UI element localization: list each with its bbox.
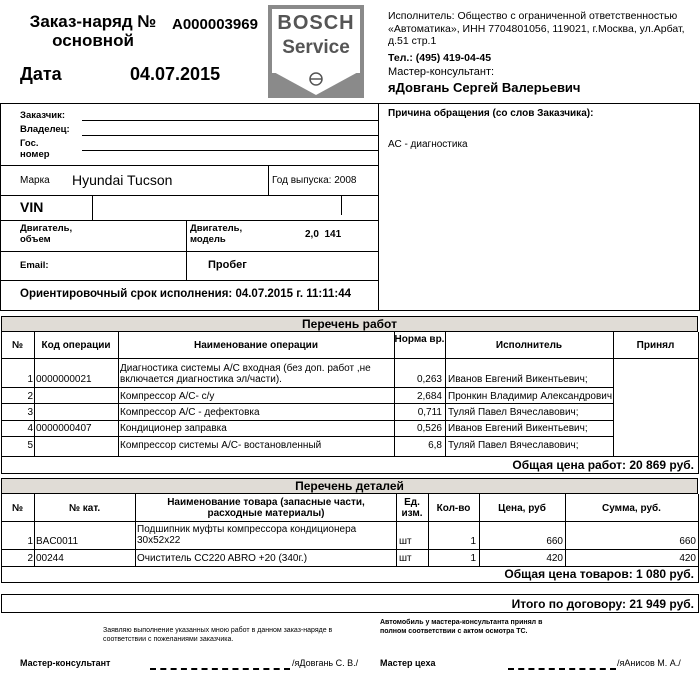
- parts-col-unit: Ед. изм.: [401, 497, 423, 519]
- works-row-name: Компрессор системы А/С- востановленный: [120, 440, 322, 451]
- engine-model-label: Двигатель, модель: [190, 223, 243, 245]
- owner-label: Владелец:: [20, 124, 70, 135]
- divider: [698, 332, 699, 474]
- parts-col-sum: Сумма, руб.: [602, 503, 661, 514]
- divider: [82, 150, 378, 151]
- master-name: яДовгань Сергей Валерьевич: [388, 80, 581, 95]
- grand-total: Итого по договору: 21 949 руб.: [511, 597, 694, 611]
- parts-col-name: Наименование товара (запасные части, расходные материалы): [167, 497, 365, 519]
- divider: [0, 103, 1, 310]
- divider: [1, 436, 613, 437]
- mileage-label: Пробег: [208, 259, 247, 271]
- works-total: Общая цена работ: 20 869 руб.: [512, 458, 694, 472]
- divider: [186, 220, 187, 280]
- parts-table-title: Перечень деталей: [1, 478, 698, 494]
- works-row-num: 2: [27, 391, 33, 402]
- parts-row-cat: BAC0011: [36, 536, 79, 547]
- divider: [378, 103, 379, 310]
- divider: [135, 494, 136, 566]
- workshop-sign-label: Мастер цеха: [380, 658, 436, 668]
- divider: [1, 420, 613, 421]
- master-sign-label: Мастер-консультант: [20, 658, 111, 668]
- workshop-sign-line: [508, 668, 616, 670]
- parts-row-name: Очиститель CC220 ABRO +20 (340г.): [137, 553, 308, 564]
- works-row-name: Компрессор А/С - дефектовка: [120, 407, 260, 418]
- works-row-worker: Иванов Евгений Викентьевич;: [448, 423, 588, 434]
- works-row-norm: 0,526: [416, 423, 442, 434]
- logo-line1: BOSCH: [277, 12, 355, 34]
- email-label: Email:: [20, 260, 49, 271]
- grand-total-box: [1, 594, 699, 613]
- logo-shield-icon: [272, 71, 360, 95]
- make-value: Hyundai Tucson: [72, 172, 173, 188]
- parts-col-qty: Кол-во: [436, 503, 471, 514]
- divider: [1, 582, 699, 583]
- works-col-worker: Исполнитель: [495, 340, 563, 351]
- divider: [82, 135, 378, 136]
- bosch-service-logo: [268, 5, 364, 98]
- parts-total: Общая цена товаров: 1 080 руб.: [504, 567, 694, 581]
- divider: [0, 310, 700, 311]
- parts-col-cat: № кат.: [68, 503, 101, 514]
- parts-col-price: Цена, руб: [498, 503, 546, 514]
- executor-phone: Тел.: (495) 419-04-45: [388, 52, 492, 64]
- works-col-code: Код операции: [41, 340, 111, 351]
- executor-info: Исполнитель: Общество с ограниченной ответственностью «Автоматика», ИНН 7704801056, 119021, г.Москва, ул.Арбат, д.51 стр.1: [388, 10, 685, 47]
- parts-row-qty: 1: [470, 536, 476, 547]
- reason-value: АС - диагностика: [388, 139, 468, 150]
- year-label: Год выпуска: 2008: [272, 175, 357, 186]
- engine-model-value: 2,0 141: [305, 229, 342, 240]
- divider: [0, 103, 700, 104]
- divider: [1, 387, 613, 388]
- divider: [1, 473, 699, 474]
- vin-label: VIN: [20, 199, 44, 215]
- parts-row-qty: 1: [470, 553, 476, 564]
- works-row-num: 4: [27, 423, 33, 434]
- divider: [1, 358, 699, 359]
- parts-row-unit: шт: [399, 553, 412, 564]
- works-table-title: Перечень работ: [1, 316, 698, 332]
- works-col-num: №: [11, 340, 24, 351]
- works-row-worker: Туляй Павел Вячеславович;: [448, 407, 579, 418]
- document-title: Заказ-наряд № основной: [29, 12, 157, 50]
- engine-volume-label: Двигатель, объем: [20, 223, 73, 245]
- parts-row-num: 2: [27, 553, 33, 564]
- works-row-worker: Пронкин Владимир Александрович: [448, 391, 612, 402]
- plate-label: Гос. номер: [20, 138, 50, 160]
- parts-row-sum: 420: [679, 553, 696, 564]
- master-label: Мастер-консультант:: [388, 66, 495, 78]
- divider: [0, 220, 379, 221]
- parts-row-cat: 00244: [36, 553, 64, 564]
- master-sign-name: /яДовгань С. В./: [292, 658, 359, 668]
- master-sign-line: [150, 668, 290, 670]
- logo-line2: Service: [282, 37, 350, 58]
- works-row-worker: Туляй Павел Вячеславович;: [448, 440, 579, 451]
- divider: [1, 403, 613, 404]
- works-row-code: 0000000407: [36, 423, 92, 434]
- parts-row-price: 420: [546, 553, 563, 564]
- make-label: Марка: [20, 175, 50, 186]
- works-row-norm: 6,8: [428, 440, 442, 451]
- works-col-name: Наименование операции: [194, 340, 318, 351]
- parts-col-num: №: [11, 503, 24, 514]
- workshop-sign-name: /яАнисов М. А./: [617, 658, 681, 668]
- parts-row-unit: шт: [399, 536, 412, 547]
- divider: [0, 195, 379, 196]
- divider: [341, 195, 342, 215]
- divider: [92, 195, 93, 220]
- reason-label: Причина обращения (со слов Заказчика):: [388, 108, 594, 119]
- works-col-norm: Норма вр.: [394, 334, 445, 345]
- works-row-code: 0000000021: [36, 374, 92, 385]
- divider: [0, 165, 379, 166]
- works-row-name: Диагностика системы А/С входная (без доп. работ ,не включается диагностика эл/части).: [120, 363, 371, 385]
- works-row-name: Компрессор А/С- с/у: [120, 391, 215, 402]
- divider: [0, 251, 379, 252]
- works-row-worker: Иванов Евгений Викентьевич;: [448, 374, 588, 385]
- parts-row-price: 660: [546, 536, 563, 547]
- divider: [1, 549, 699, 550]
- works-col-accepted: Принял: [636, 340, 675, 351]
- divider: [268, 165, 269, 195]
- divider: [698, 494, 699, 582]
- works-row-num: 1: [27, 374, 33, 385]
- divider: [1, 521, 699, 522]
- statement-left: Заявляю выполнение указанных мною работ в данном заказ-наряде в соответствии с пожеланиями заказчика.: [103, 627, 333, 643]
- divider: [1, 456, 699, 457]
- works-row-norm: 2,684: [416, 391, 442, 402]
- works-row-norm: 0,711: [417, 407, 442, 418]
- date-label: Дата: [20, 64, 62, 84]
- divider: [82, 120, 378, 121]
- statement-right: Автомобиль у мастера-консультанта принял в полном соответствии с актом осмотра ТС.: [380, 619, 543, 635]
- works-row-num: 3: [27, 407, 33, 418]
- order-number: A000003969: [172, 16, 258, 33]
- works-row-num: 5: [27, 440, 33, 451]
- parts-row-sum: 660: [679, 536, 696, 547]
- date-value: 04.07.2015: [130, 64, 221, 84]
- deadline: Ориентировочный срок исполнения: 04.07.2015 г. 11:11:44: [20, 288, 351, 300]
- customer-label: Заказчик:: [20, 110, 66, 121]
- works-row-name: Кондиционер заправка: [120, 423, 227, 434]
- parts-row-num: 1: [27, 536, 33, 547]
- parts-row-name: Подшипник муфты компрессора кондиционера 30x52x22: [137, 524, 357, 546]
- divider: [0, 280, 379, 281]
- works-row-norm: 0,263: [416, 374, 442, 385]
